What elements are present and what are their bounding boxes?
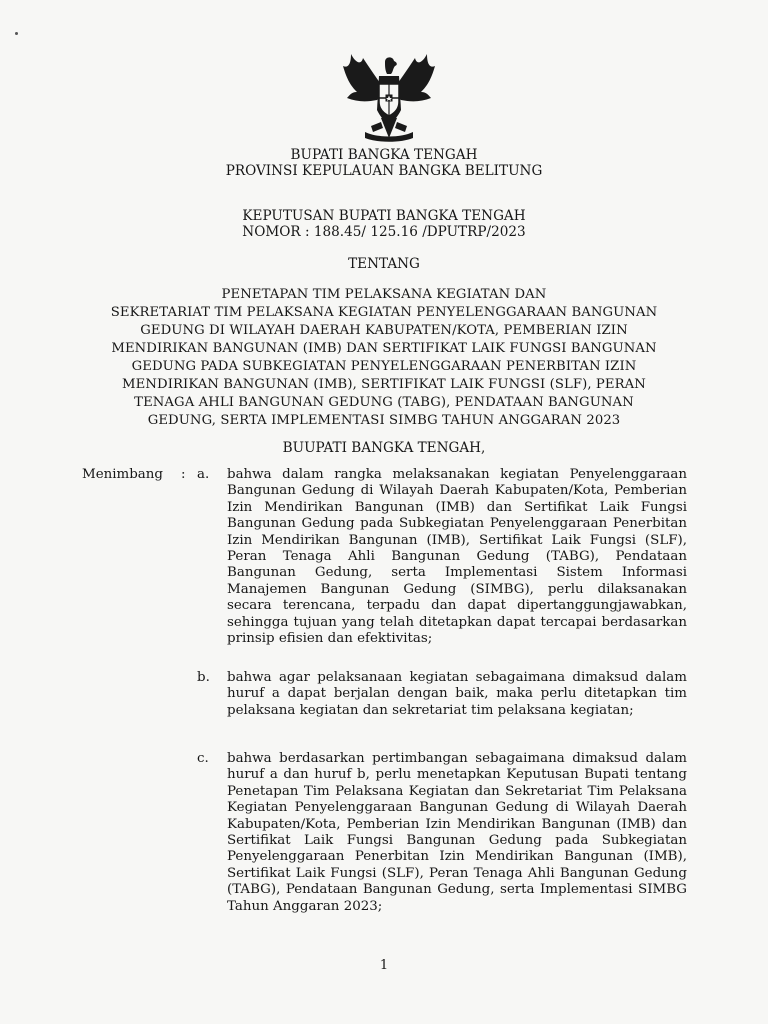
scan-dot — [15, 32, 18, 35]
subject-line: TENAGA AHLI BANGUNAN GEDUNG (TABG), PENDATAAN BANGUNAN — [134, 395, 634, 410]
subject-line: GEDUNG DI WILAYAH DAERAH KABUPATEN/KOTA, PEMBERIAN IZIN — [140, 323, 628, 338]
item-text: bahwa berdasarkan pertimbangan sebagaimana dimaksud dalam huruf a dan huruf b, perlu menetapkan Keputusan Bupati tentang Penetapan Tim Pelaksana Kegiatan dan Sekretariat Tim Pelaksana Kegiatan Penyelenggaraan Bangunan Gedung di Wilayah Daerah Kabupaten/Kota, Pemberian Izin Mendirikan Bangunan (IMB) dan Sertifikat Laik Fungsi Bangunan Gedung pada Subkegiatan Penyelenggaraan Penerbitan Izin Mendirikan Bangunan (IMB), Sertifikat Laik Fungsi (SLF), Peran Tenaga Ahli Bangunan Gedung (TABG), Pendataan Bangunan Gedung, serta Implementasi SIMBG Tahun Anggaran 2023; — [227, 751, 687, 914]
item-letter: a. — [197, 467, 210, 482]
subject-line: MENDIRIKAN BANGUNAN (IMB), SERTIFIKAT LAIK FUNGSI (SLF), PERAN — [122, 377, 646, 392]
item-letter: b. — [197, 670, 210, 685]
decree-title: KEPUTUSAN BUPATI BANGKA TENGAH — [242, 208, 526, 224]
item-letter: c. — [197, 751, 209, 766]
considering-colon: : — [181, 467, 186, 482]
authority-heading: BUUPATI BANGKA TENGAH, — [282, 440, 486, 456]
subject-line: SEKRETARIAT TIM PELAKSANA KEGIATAN PENYELENGGARAAN BANGUNAN — [110, 305, 658, 320]
subject-line: MENDIRIKAN BANGUNAN (IMB) DAN SERTIFIKAT LAIK FUNGSI BANGUNAN — [111, 341, 657, 356]
about-heading: TENTANG — [348, 256, 420, 272]
page-number: 1 — [379, 958, 389, 973]
item-text: bahwa agar pelaksanaan kegiatan sebagaimana dimaksud dalam huruf a dapat berjalan dengan baik, maka perlu ditetapkan tim pelaksana kegiatan dan sekretariat tim pelaksana kegiatan; — [227, 670, 687, 718]
regent-title: BUPATI BANGKA TENGAH — [290, 147, 478, 163]
subject-line: PENETAPAN TIM PELAKSANA KEGIATAN DAN — [221, 287, 547, 302]
province-title: PROVINSI KEPULAUAN BANGKA BELITUNG — [225, 163, 543, 179]
subject-line: GEDUNG PADA SUBKEGIATAN PENYELENGGARAAN PENERBITAN IZIN — [131, 359, 637, 374]
garuda-pancasila-emblem-icon — [341, 52, 437, 144]
item-text: bahwa dalam rangka melaksanakan kegiatan Penyelenggaraan Bangunan Gedung di Wilayah Daerah Kabupaten/Kota, Pemberian Izin Mendirikan Bangunan (IMB) dan Sertifikat Laik Fungsi Bangunan Gedung pada Subkegiatan Penyelenggaraan Penerbitan Izin Mendirikan Bangunan (IMB), Sertifikat Laik Fungsi (SLF), Peran Tenaga Ahli Bangunan Gedung (TABG), Pendataan Bangunan Gedung, serta Implementasi Sistem Informasi Manajemen Bangunan Gedung (SIMBG), perlu dilaksanakan secara terencana, terpadu dan dapat dipertanggungjawabkan, sehingga tujuan yang telah ditetapkan dapat tercapai berdasarkan prinsip efisien dan efektivitas; — [227, 467, 687, 647]
considering-label: Menimbang — [82, 467, 163, 482]
subject-line: GEDUNG, SERTA IMPLEMENTASI SIMBG TAHUN ANGGARAN 2023 — [147, 413, 621, 428]
decree-number: NOMOR : 188.45/ 125.16 /DPUTRP/2023 — [242, 224, 526, 240]
